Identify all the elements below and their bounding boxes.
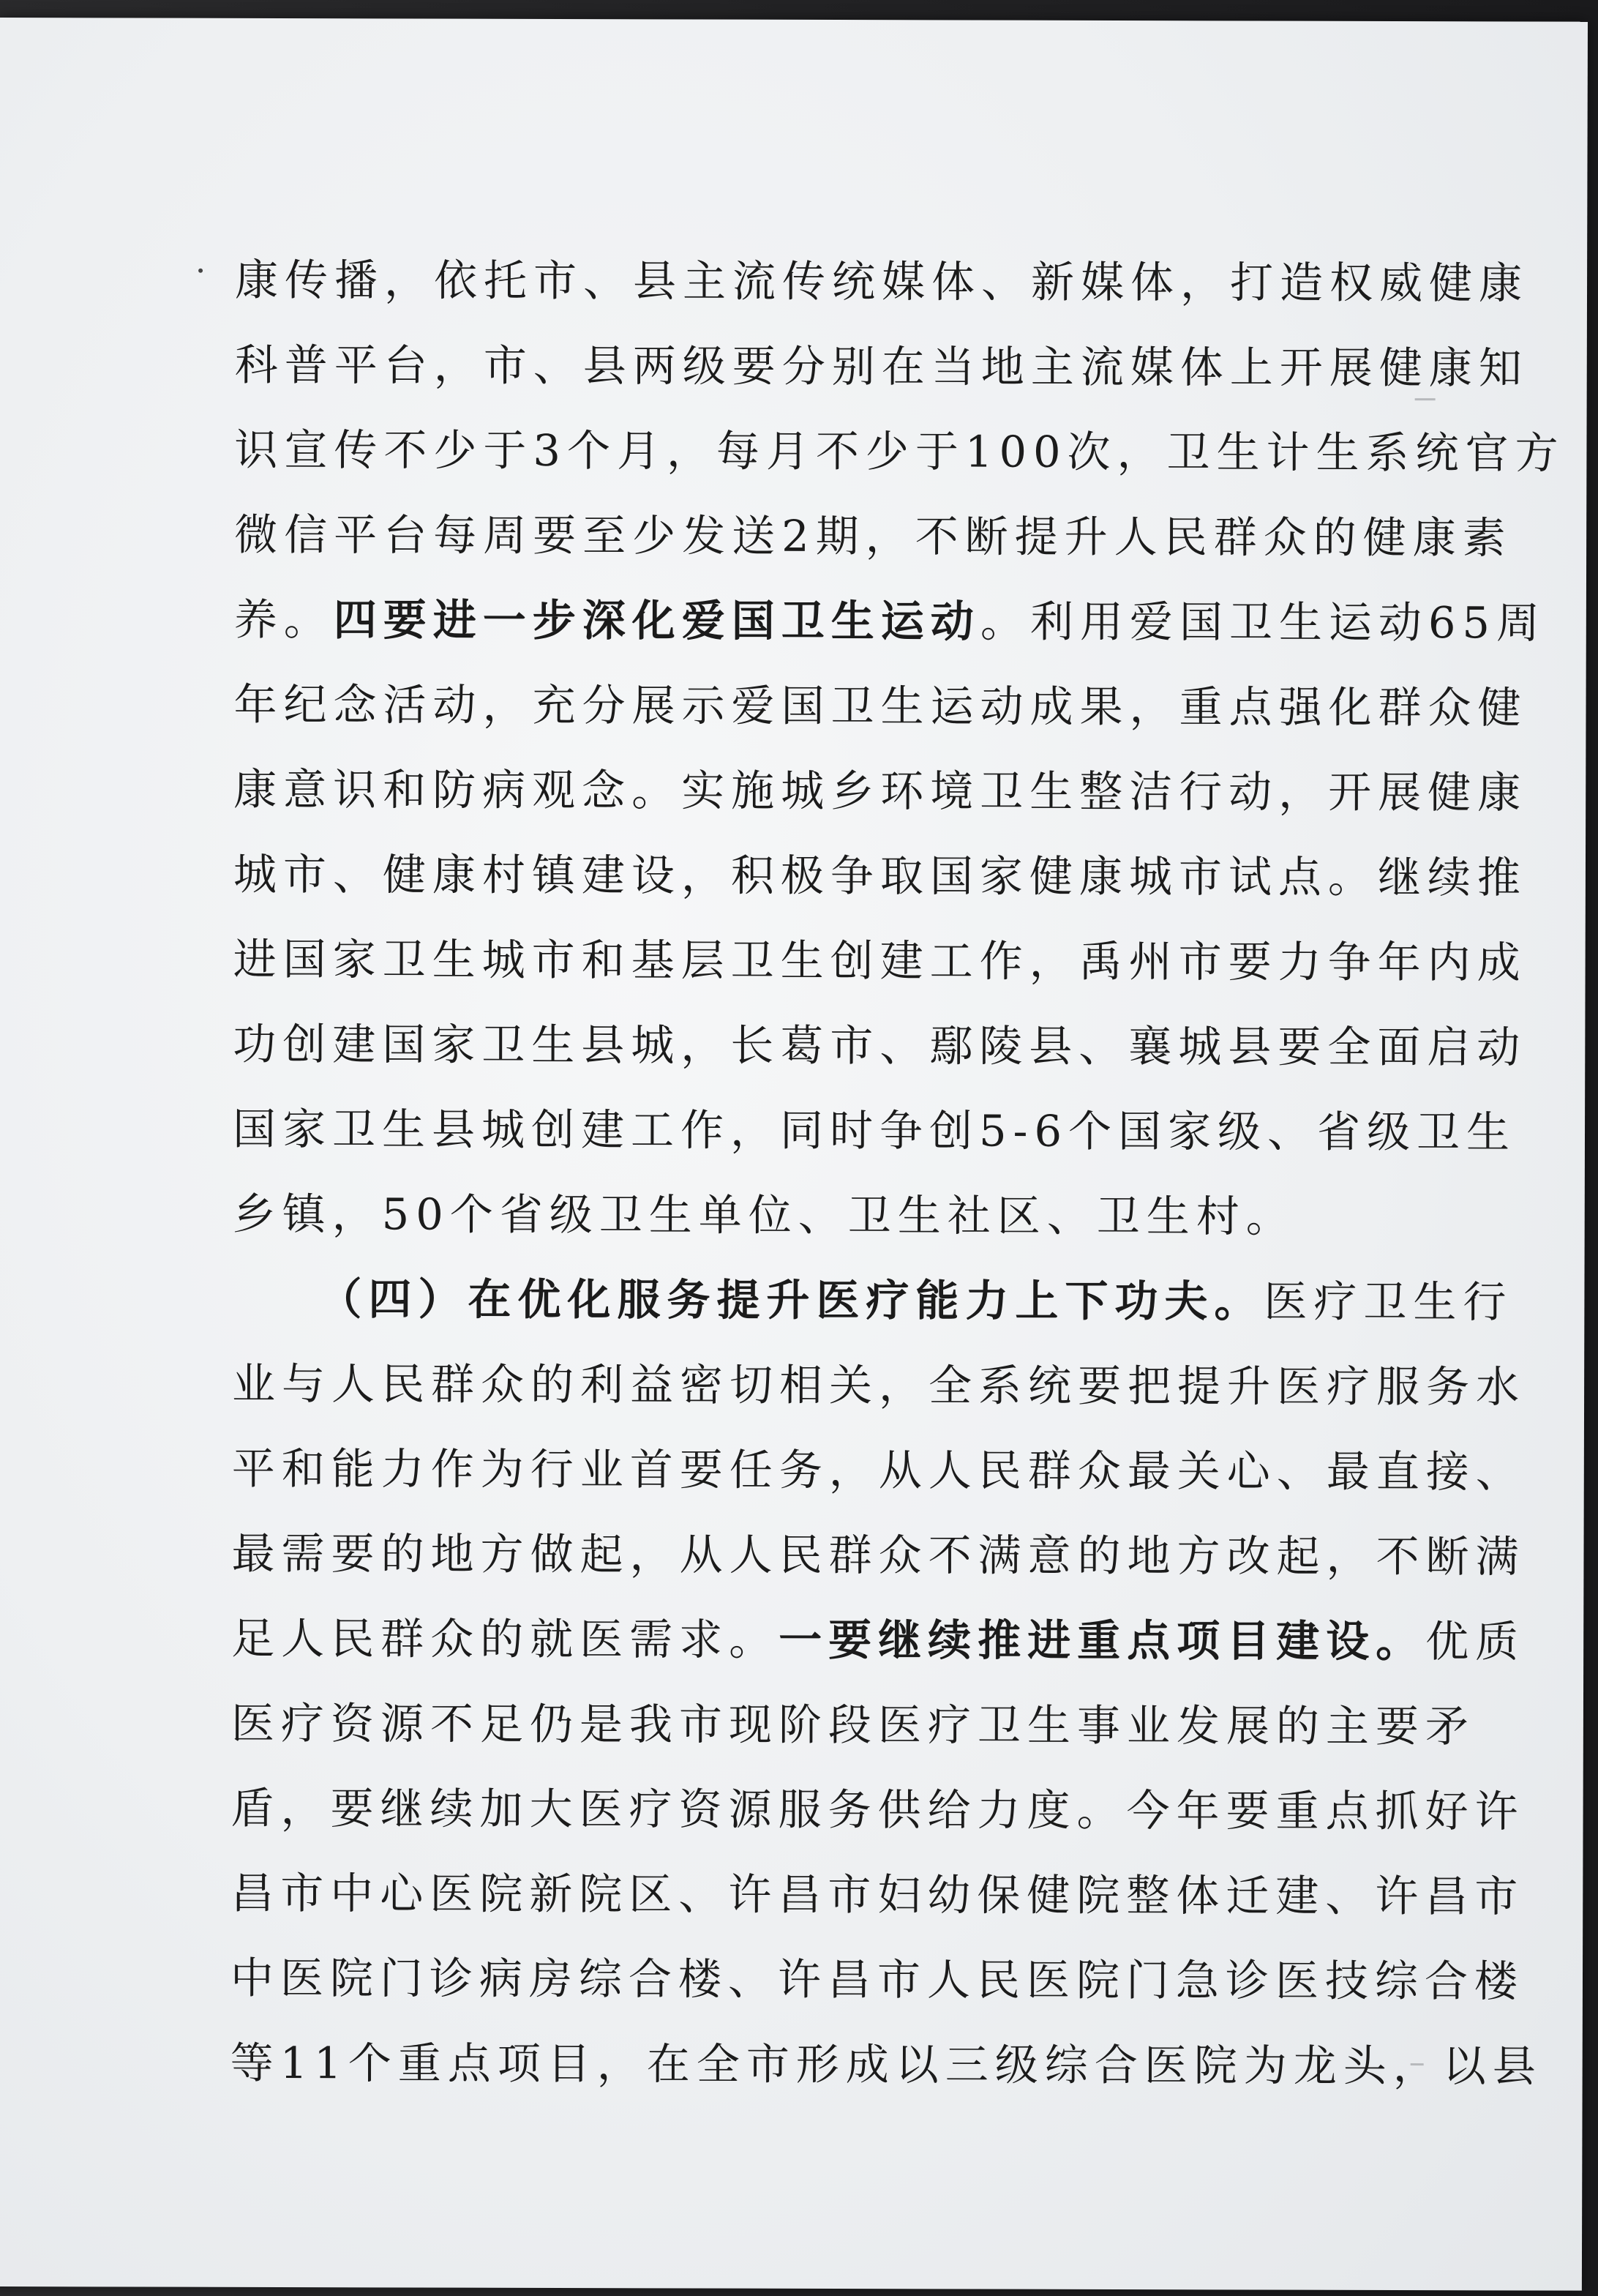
- body-text: 识宣传不少于3个月，每月不少于100次，卫生计生系统官方: [234, 424, 1565, 479]
- text-line: [230, 2021, 1542, 2109]
- body-text: 城市、健康村镇建设，积极争取国家健康城市试点。继续推: [233, 848, 1528, 903]
- text-line: [233, 1002, 1527, 1090]
- body-text: 最需要的地方做起，从人民群众不满意的地方改起，不断满: [231, 1527, 1526, 1582]
- paper-speck: [1415, 398, 1436, 400]
- text-line: [233, 832, 1528, 920]
- text-line: [233, 917, 1527, 1005]
- bold-heading-text: 四要进一步深化爱国卫生运动: [333, 594, 980, 647]
- body-text: 昌市中心医院新院区、许昌市妇幼保健院整体迁建、许昌市: [230, 1867, 1525, 1922]
- body-text: 业与人民群众的利益密切相关，全系统要把提升医疗服务水: [232, 1358, 1526, 1413]
- document-body: [230, 238, 1565, 2109]
- body-text: 养。: [233, 594, 334, 646]
- text-line: [234, 323, 1528, 411]
- text-line: [230, 1936, 1525, 2024]
- body-text: 微信平台每周要至少发送2期，不断提升人民群众的健康素: [234, 509, 1512, 564]
- text-line: [234, 493, 1512, 580]
- text-line: [231, 1596, 1526, 1684]
- margin-dot: [198, 269, 203, 273]
- body-text: 康传播，依托市、县主流传统媒体、新媒体，打造权威健康: [234, 254, 1529, 309]
- text-line: [234, 238, 1529, 326]
- body-text: 优质: [1425, 1616, 1526, 1667]
- bold-heading-text: 一要继续推进重点项目建设。: [779, 1614, 1426, 1667]
- body-text: 医疗卫生行: [1264, 1276, 1513, 1328]
- text-line: [234, 408, 1565, 496]
- body-text: 年纪念活动，充分展示爱国卫生运动成果，重点强化群众健: [233, 678, 1528, 733]
- paper-page: [0, 18, 1588, 2291]
- text-line: [232, 1087, 1517, 1175]
- body-text: 中医院门诊病房综合楼、许昌市人民医院门急诊医技综合楼: [230, 1952, 1525, 2007]
- body-text: 乡镇，50个省级卫生单位、卫生社区、卫生村。: [232, 1188, 1296, 1242]
- body-text: 平和能力作为行业首要任务，从人民群众最关心、最直接、: [231, 1443, 1526, 1497]
- text-line: [232, 1257, 1513, 1345]
- text-line: [233, 577, 1547, 665]
- body-text: 进国家卫生城市和基层卫生创建工作，禹州市要力争年内成: [233, 933, 1527, 988]
- text-line: [233, 662, 1528, 750]
- bold-heading-text: （四）在优化服务提升医疗能力上下功夫。: [318, 1274, 1264, 1327]
- text-line: [233, 747, 1528, 835]
- text-line: [230, 1681, 1476, 1769]
- body-text: 科普平台，市、县两级要分别在当地主流媒体上开展健康知: [234, 339, 1528, 394]
- text-line: [231, 1511, 1526, 1599]
- body-text: 功创建国家卫生县城，长葛市、鄢陵县、襄城县要全面启动: [233, 1018, 1527, 1073]
- text-line: [231, 1426, 1526, 1514]
- body-text: 盾，要继续加大医疗资源服务供给力度。今年要重点抓好许: [230, 1782, 1525, 1837]
- text-line: [230, 1851, 1525, 1939]
- body-text: 医疗资源不足仍是我市现阶段医疗卫生事业发展的主要矛: [230, 1697, 1476, 1752]
- body-text: 国家卫生县城创建工作，同时争创5-6个国家级、省级卫生: [232, 1103, 1517, 1158]
- body-text: 康意识和防病观念。实施城乡环境卫生整洁行动，开展健康: [233, 763, 1528, 818]
- body-text: 等11个重点项目，在全市形成以三级综合医院为龙头，以县: [230, 2037, 1542, 2092]
- body-text: 足人民群众的就医需求。: [231, 1612, 779, 1665]
- text-line: [232, 1342, 1526, 1429]
- body-text: 。利用爱国卫生运动65周: [980, 596, 1547, 648]
- text-line: [230, 1766, 1525, 1854]
- text-line: [233, 1172, 1352, 1260]
